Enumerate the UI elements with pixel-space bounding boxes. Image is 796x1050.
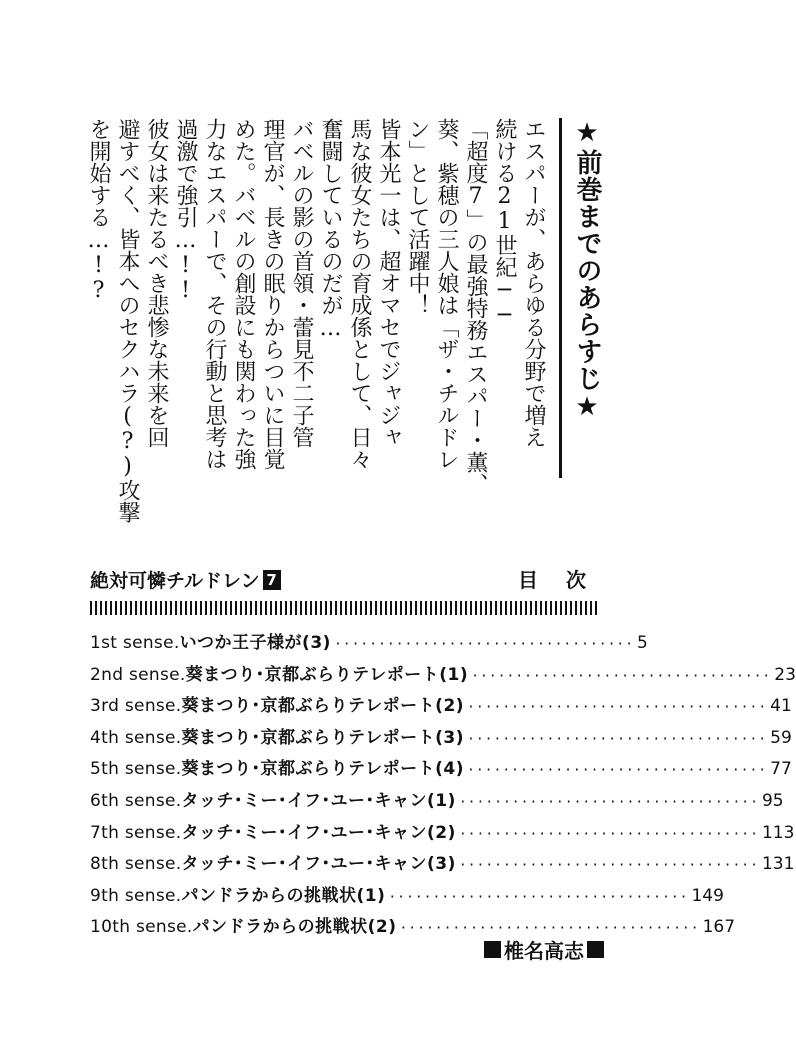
leader-dots: ·································· xyxy=(467,700,768,716)
leader-dots: ·································· xyxy=(471,668,772,684)
synopsis-line: 皆本光一は、超オマセでジャジャ xyxy=(376,118,401,448)
page-number: 149 xyxy=(691,885,724,906)
page-number: 95 xyxy=(761,790,784,811)
leader-dots: ·································· xyxy=(467,763,768,779)
chapter-number: 10th sense. xyxy=(90,917,193,938)
synopsis-line: ン」として活躍中！ xyxy=(405,118,430,316)
page-number: 5 xyxy=(637,633,648,653)
hatched-divider xyxy=(90,601,600,615)
page-number: 131 xyxy=(761,854,795,875)
chapter-title: 葵まつり･京都ぶらりテレポート(4) xyxy=(181,759,465,780)
synopsis-line: 「超度7」の最強特務エスパー・薫、 xyxy=(463,118,488,495)
author-credit xyxy=(481,935,607,964)
chapter-title: タッチ･ミー･イフ･ユー･キャン(3) xyxy=(181,854,456,875)
square-ornament-left xyxy=(484,941,501,958)
leader-dots: ·································· xyxy=(458,858,759,874)
synopsis-line: 理官が、長きの眠りからついに目覚 xyxy=(260,118,285,470)
page-number: 77 xyxy=(770,759,792,780)
square-ornament-right xyxy=(587,941,604,958)
synopsis-line: 過激で強引…!! xyxy=(173,118,198,303)
leader-dots: ·································· xyxy=(458,794,759,810)
contents-row xyxy=(90,849,795,881)
contents-row xyxy=(90,754,792,786)
book-title xyxy=(90,566,281,593)
contents-row xyxy=(90,881,724,913)
synopsis-divider xyxy=(559,118,562,478)
volume-badge: 7 xyxy=(263,570,281,590)
chapter-number: 7th sense. xyxy=(90,822,182,843)
chapter-number: 6th sense. xyxy=(90,790,182,811)
synopsis-line: 避すべく、皆本へのセクハラ(?)攻撃 xyxy=(115,118,140,523)
synopsis-line: エスパーが、あらゆる分野で増え xyxy=(521,118,546,448)
contents-list xyxy=(90,628,796,944)
synopsis-title: ★前巻までのあらすじ★ xyxy=(572,118,602,423)
leader-dots: ·································· xyxy=(399,921,700,937)
book-title-text: 絶対可憐チルドレン xyxy=(90,570,260,592)
leader-dots: ·································· xyxy=(333,637,635,652)
chapter-title: タッチ･ミー･イフ･ユー･キャン(2) xyxy=(181,822,456,843)
chapter-title: 葵まつり･京都ぶらりテレポート(2) xyxy=(181,696,465,717)
synopsis-line: 続ける21世紀── xyxy=(492,118,517,328)
synopsis-line: 葵、紫穂の三人娘は「ザ・チルドレ xyxy=(434,118,459,470)
leader-dots: ·································· xyxy=(467,731,768,747)
chapter-title: 葵まつり･京都ぶらりテレポート(1) xyxy=(185,664,469,685)
chapter-title: タッチ･ミー･イフ･ユー･キャン(1) xyxy=(181,790,456,811)
synopsis-line: めた。バベルの創設にも関わった強 xyxy=(231,118,256,470)
contents-row xyxy=(90,786,784,818)
contents-label: 目次 xyxy=(518,568,614,592)
chapter-number: 9th sense. xyxy=(90,885,182,906)
synopsis-line: 馬な彼女たちの育成係として、日々 xyxy=(347,118,372,470)
chapter-title: 葵まつり･京都ぶらりテレポート(3) xyxy=(181,727,465,748)
synopsis-line: 奮闘しているのだが… xyxy=(318,118,343,341)
synopsis-line: 力なエスパーで、その行動と思考は xyxy=(202,118,227,470)
chapter-number: 1st sense. xyxy=(90,633,180,653)
author-name: 椎名高志 xyxy=(504,939,584,963)
contents-row xyxy=(90,818,795,850)
contents-row xyxy=(90,723,792,755)
chapter-number: 4th sense. xyxy=(90,727,182,748)
chapter-title: いつか王子様が(3) xyxy=(179,633,331,653)
synopsis-line: バベルの影の首領・蕾見不二子管 xyxy=(289,118,314,448)
synopsis-section xyxy=(86,118,608,523)
synopsis-body xyxy=(86,118,548,523)
leader-dots: ·································· xyxy=(458,826,759,842)
chapter-number: 2nd sense. xyxy=(90,664,186,685)
page-number: 113 xyxy=(761,822,795,843)
contents-row xyxy=(90,660,796,692)
synopsis-line: 彼女は来たるべき悲惨な未来を回 xyxy=(144,118,169,448)
chapter-number: 8th sense. xyxy=(90,854,182,875)
page-number: 23 xyxy=(774,664,796,685)
page-number: 59 xyxy=(770,727,792,748)
synopsis-line: を開始する…!? xyxy=(86,118,111,303)
page-number: 41 xyxy=(770,696,792,717)
chapter-number: 3rd sense. xyxy=(90,696,182,717)
leader-dots: ·································· xyxy=(388,889,689,905)
chapter-number: 5th sense. xyxy=(90,759,182,780)
contents-row xyxy=(90,628,648,660)
contents-row xyxy=(90,691,792,723)
page-number: 167 xyxy=(702,917,736,938)
chapter-title: パンドラからの挑戦状(2) xyxy=(192,917,397,938)
chapter-title: パンドラからの挑戦状(1) xyxy=(181,885,386,906)
